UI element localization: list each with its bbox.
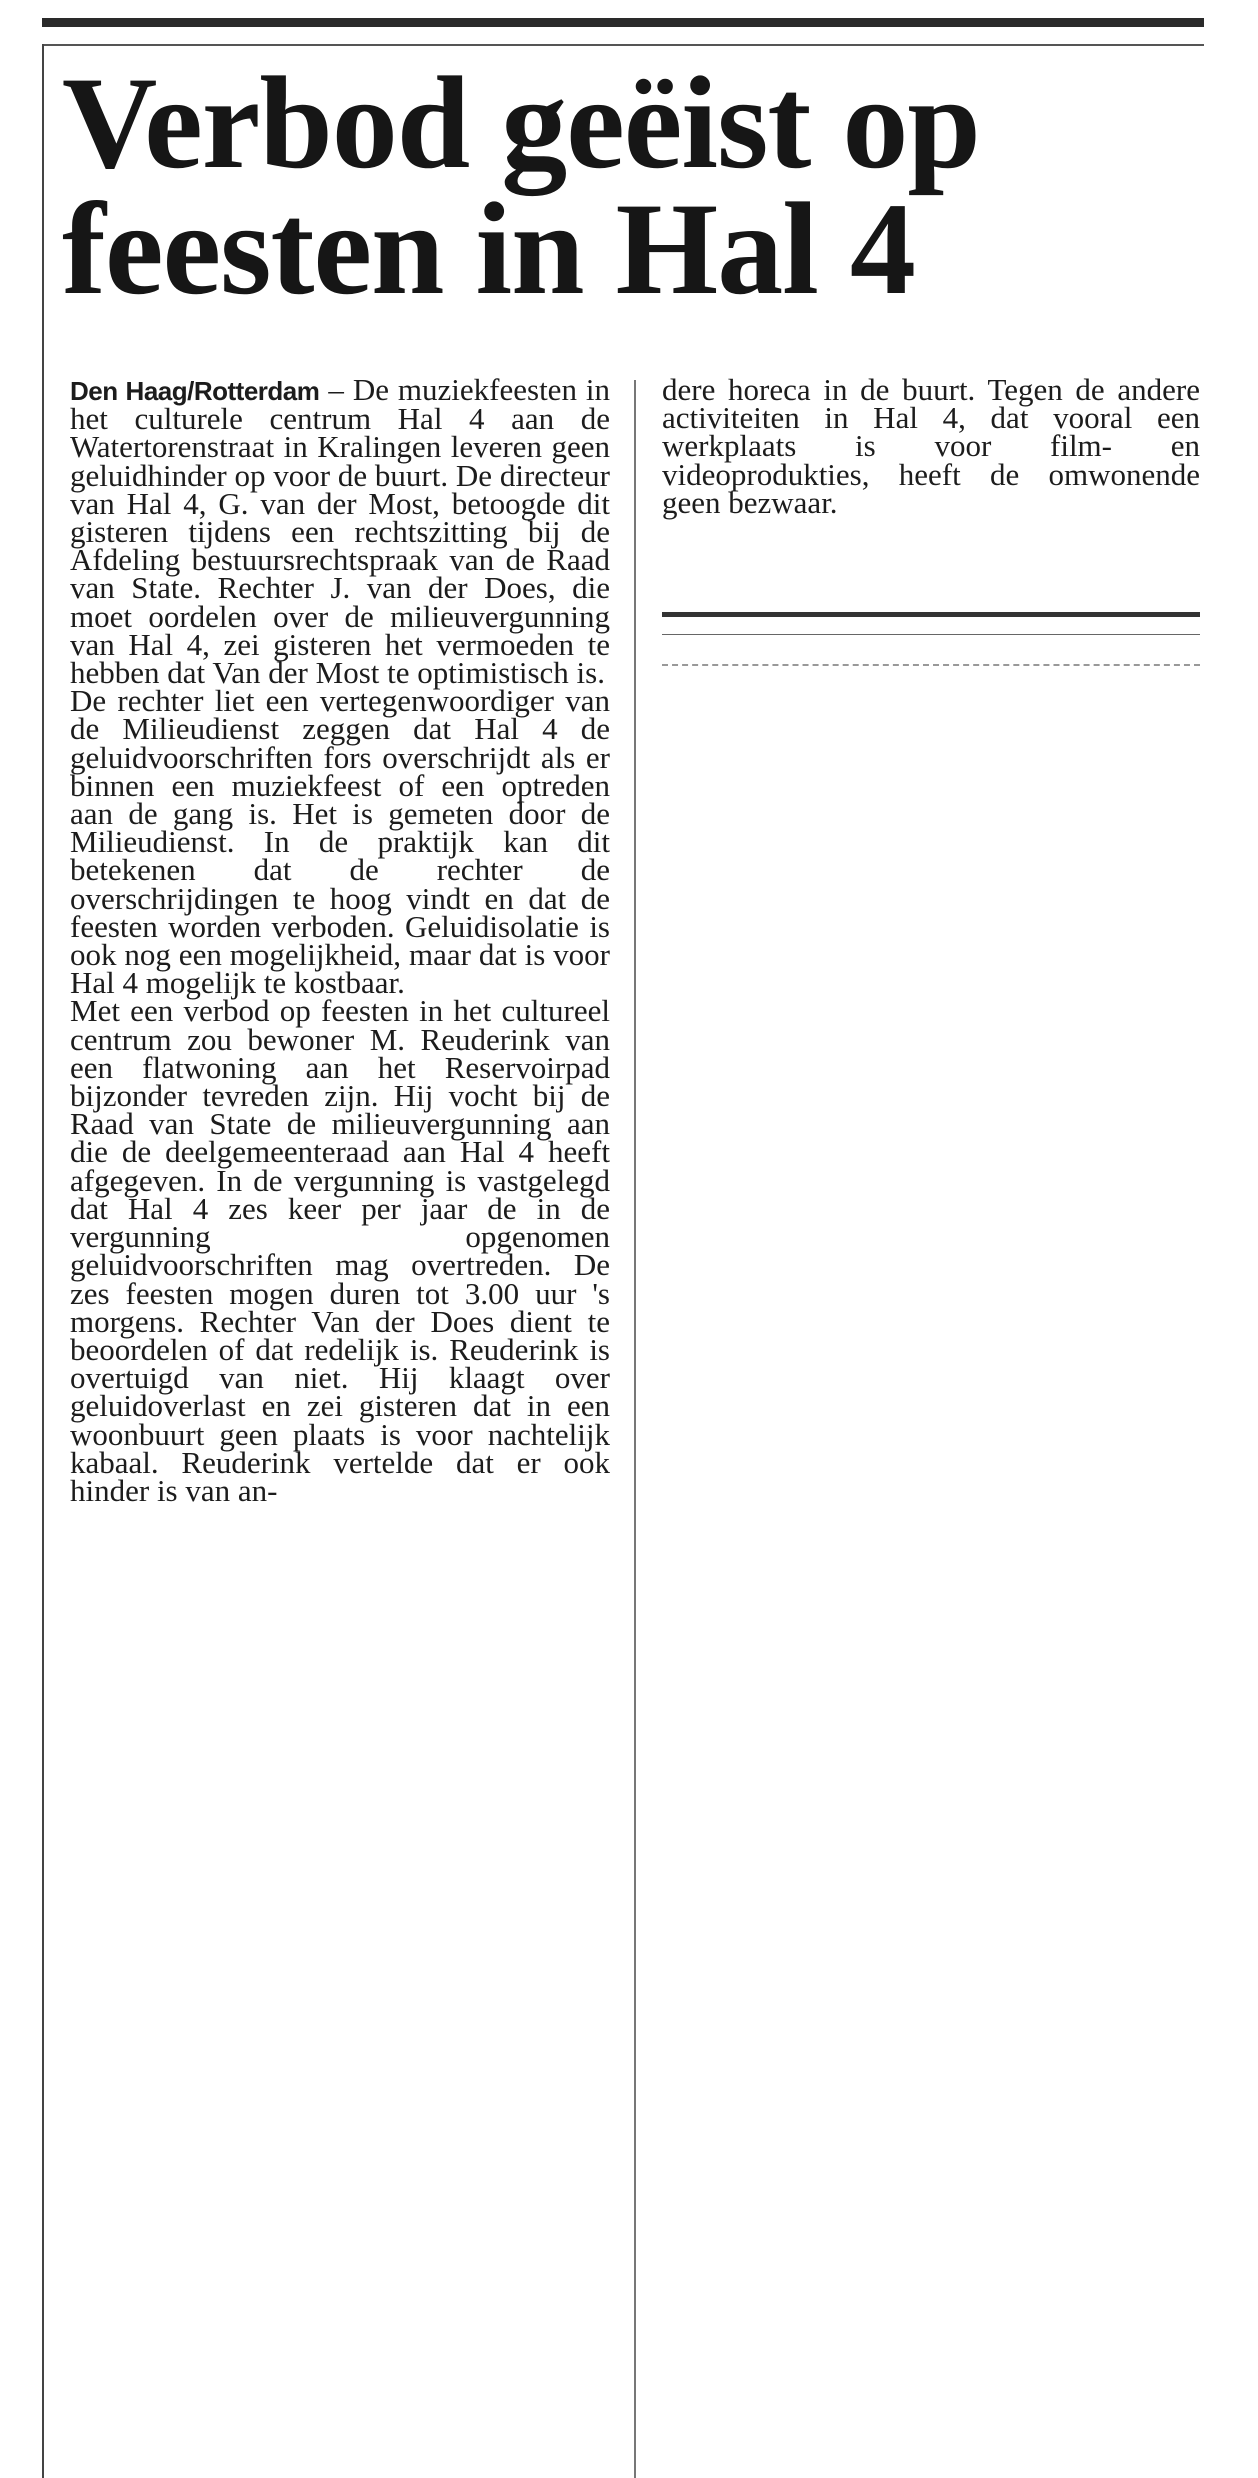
dateline-separator: – [319,372,353,407]
headline-line-2: feesten in Hal 4 [62,175,915,322]
dateline: Den Haag/Rotterdam [70,376,320,406]
end-rule-thick [662,612,1200,617]
headline-line-1: Verbod geëist op [62,49,980,196]
article-headline [62,49,1182,322]
top-rule-thick [42,18,1204,27]
article-paragraph-2: De rechter liet een vertegenwoordiger van de Milieudienst zeggen dat Hal 4 de geluidvoorschriften fors overschrijdt als er binnen een muziekfeest of een optreden aan de gang is. Het is gemeten door de Milieudienst. In de praktijk kan dit betekenen dat de rechter de overschrijdingen te hoog vindt en dat de feesten worden verboden. Geluidisolatie is ook nog een mogelijkheid, maar dat is voor Hal 4 mogelijk te kostbaar. [70,683,610,1001]
end-rule-dashed [662,664,1200,666]
article-paragraph-continued: dere horeca in de buurt. Tegen de andere activiteiten in Hal 4, dat vooral een werkplaats is voor film- en videoprodukties, heeft de omwonende geen bezwaar. [662,372,1200,520]
paragraph-1-text: De muziekfeesten in het culturele centrum Hal 4 aan de Watertorenstraat in Kralingen leveren geen geluidhinder op voor de buurt. De directeur van Hal 4, G. van der Most, betoogde dit gisteren tijdens een rechtszitting bij de Afdeling bestuursrechtspraak van de Raad van State. Rechter J. van der Does, die moet oordelen over de milieuvergunning van Hal 4, zei gisteren het vermoeden te hebben dat Van der Most te optimistisch is. [70,372,611,691]
article-paragraph-3: Met een verbod op feesten in het cultureel centrum zou bewoner M. Reuderink van een flatwoning aan het Reservoirpad bijzonder tevreden zijn. Hij vocht bij de Raad van State de milieuvergunning aan die de deelgemeenteraad aan Hal 4 heeft afgegeven. In de vergunning is vastgelegd dat Hal 4 zes keer per jaar de in de vergunning opgenomen geluidvoorschriften mag overtreden. De zes feesten mogen duren tot 3.00 uur 's morgens. Rechter Van der Does dient te beoordelen of dat redelijk is. Reuderink is overtuigd van niet. Hij klaagt over geluidoverlast en zei gisteren dat in een woonbuurt geen plaats is voor nachtelijk kabaal. Reuderink vertelde dat er ook hinder is van an- [70,993,610,1508]
end-rule-thin [662,634,1200,635]
article-column-right [662,372,1200,520]
article-column-left [70,372,611,1508]
left-border-line [42,44,44,2478]
column-divider [634,380,636,2478]
article-paragraph-1 [70,372,611,691]
top-rule-thin [42,44,1204,46]
